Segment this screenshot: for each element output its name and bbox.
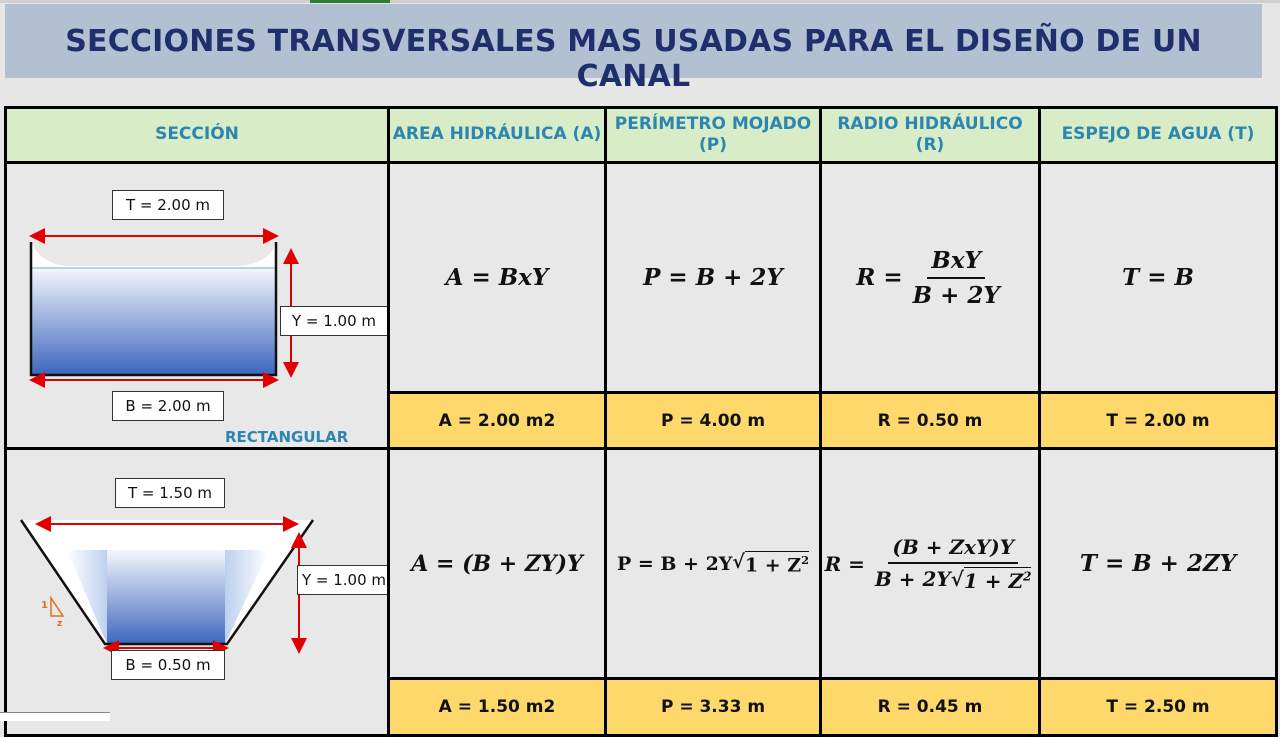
result-area-rect[interactable]: A = 2.00 m2 — [387, 391, 607, 450]
water-body-trap — [107, 550, 225, 644]
formula-espejo-trap-text: T = B + 2ZY — [1079, 550, 1237, 577]
label-T: T = 2.00 m — [112, 190, 224, 220]
page-title: SECCIONES TRANSVERSALES MAS USADAS PARA EL DISEÑO DE UN CANAL — [65, 24, 1202, 94]
slope-label-z: z — [57, 619, 63, 629]
section-rectangular-cell[interactable] — [4, 161, 390, 450]
formula-perim-rect — [604, 161, 822, 394]
header-area[interactable] — [387, 106, 607, 164]
formula-radio-rect-fraction — [909, 247, 1004, 309]
formula-area-trap — [387, 447, 607, 680]
label-Y-trap: Y = 1.00 m — [297, 565, 391, 595]
result-perim-rect[interactable]: P = 4.00 m — [604, 391, 822, 450]
header-perimetro-label: PERÍMETRO MOJADO — [614, 113, 812, 134]
header-radio-label: RADIO HIDRÁULICO (R) — [837, 113, 1023, 155]
formula-perim-trap-lhs: P = B + 2Y — [616, 552, 733, 575]
formula-espejo-rect-text: T = B — [1122, 264, 1194, 291]
result-radio-trap[interactable]: R = 0.45 m — [819, 677, 1041, 737]
result-espejo-rect[interactable]: T = 2.00 m — [1038, 391, 1278, 450]
selected-sheet-indicator — [310, 0, 390, 3]
section-trapezoidal-cell[interactable] — [4, 447, 390, 737]
formula-radio-trap-fraction — [871, 535, 1036, 593]
formula-radio-trap-den-radicand: 1 + Z — [963, 568, 1024, 593]
result-perim-trap[interactable]: P = 3.33 m — [604, 677, 822, 737]
result-area-trap[interactable]: A = 1.50 m2 — [387, 677, 607, 737]
title-band — [5, 4, 1262, 94]
header-area-label: AREA HIDRÁULICA (A) — [392, 124, 602, 145]
section-name-rectangular: RECTANGULAR — [225, 428, 349, 446]
formula-perim-trap-sqrt: √ $1 + Z^2$ — [732, 550, 810, 577]
formula-radio-rect-lhs: R = — [856, 264, 903, 291]
formula-area-rect-text: A = BxY — [445, 264, 549, 291]
water-body — [32, 268, 275, 374]
formula-radio-trap-denominator: B + 2Y√ $1 + Z^2$ — [874, 566, 1032, 593]
header-espejo-label: ESPEJO DE AGUA (T) — [1061, 124, 1255, 145]
formula-radio-trap-lhs: R = — [824, 551, 865, 576]
slope-label-1: 1 — [41, 600, 48, 611]
sections-table — [4, 106, 1280, 726]
result-espejo-trap[interactable]: T = 2.50 m — [1038, 677, 1278, 737]
header-perimetro-symbol: (P) — [699, 135, 727, 155]
label-B: B = 2.00 m — [112, 391, 224, 421]
formula-radio-rect-denominator: B + 2Y — [912, 281, 1000, 309]
formula-radio-trap-numerator: (B + ZxY)Y — [888, 535, 1018, 564]
formula-perim-trap — [604, 447, 822, 680]
header-seccion[interactable] — [4, 106, 390, 164]
formula-radio-rect-numerator: BxY — [927, 247, 985, 279]
slope-triangle-icon — [51, 598, 63, 616]
formula-perim-trap-radicand: 1 + Z — [744, 554, 802, 577]
formula-area-trap-text: A = (B + ZY)Y — [411, 550, 583, 577]
label-B-trap: B = 0.50 m — [111, 650, 225, 680]
formula-espejo-trap — [1038, 447, 1278, 680]
header-espejo[interactable] — [1038, 106, 1278, 164]
label-T-trap: T = 1.50 m — [115, 478, 225, 508]
formula-area-rect — [387, 161, 607, 394]
spreadsheet-top-strip — [0, 0, 1280, 3]
header-seccion-label: SECCIÓN — [155, 124, 239, 145]
formula-perim-rect-text: P = B + 2Y — [643, 264, 783, 291]
header-perimetro[interactable] — [604, 106, 822, 164]
header-radio[interactable] — [819, 106, 1041, 164]
formula-radio-rect — [819, 161, 1041, 394]
result-radio-rect[interactable]: R = 0.50 m — [819, 391, 1041, 450]
label-Y: Y = 1.00 m — [280, 306, 388, 336]
formula-radio-trap-den-lhs: B + 2Y — [874, 566, 951, 591]
formula-espejo-rect — [1038, 161, 1278, 394]
formula-radio-trap — [819, 447, 1041, 680]
